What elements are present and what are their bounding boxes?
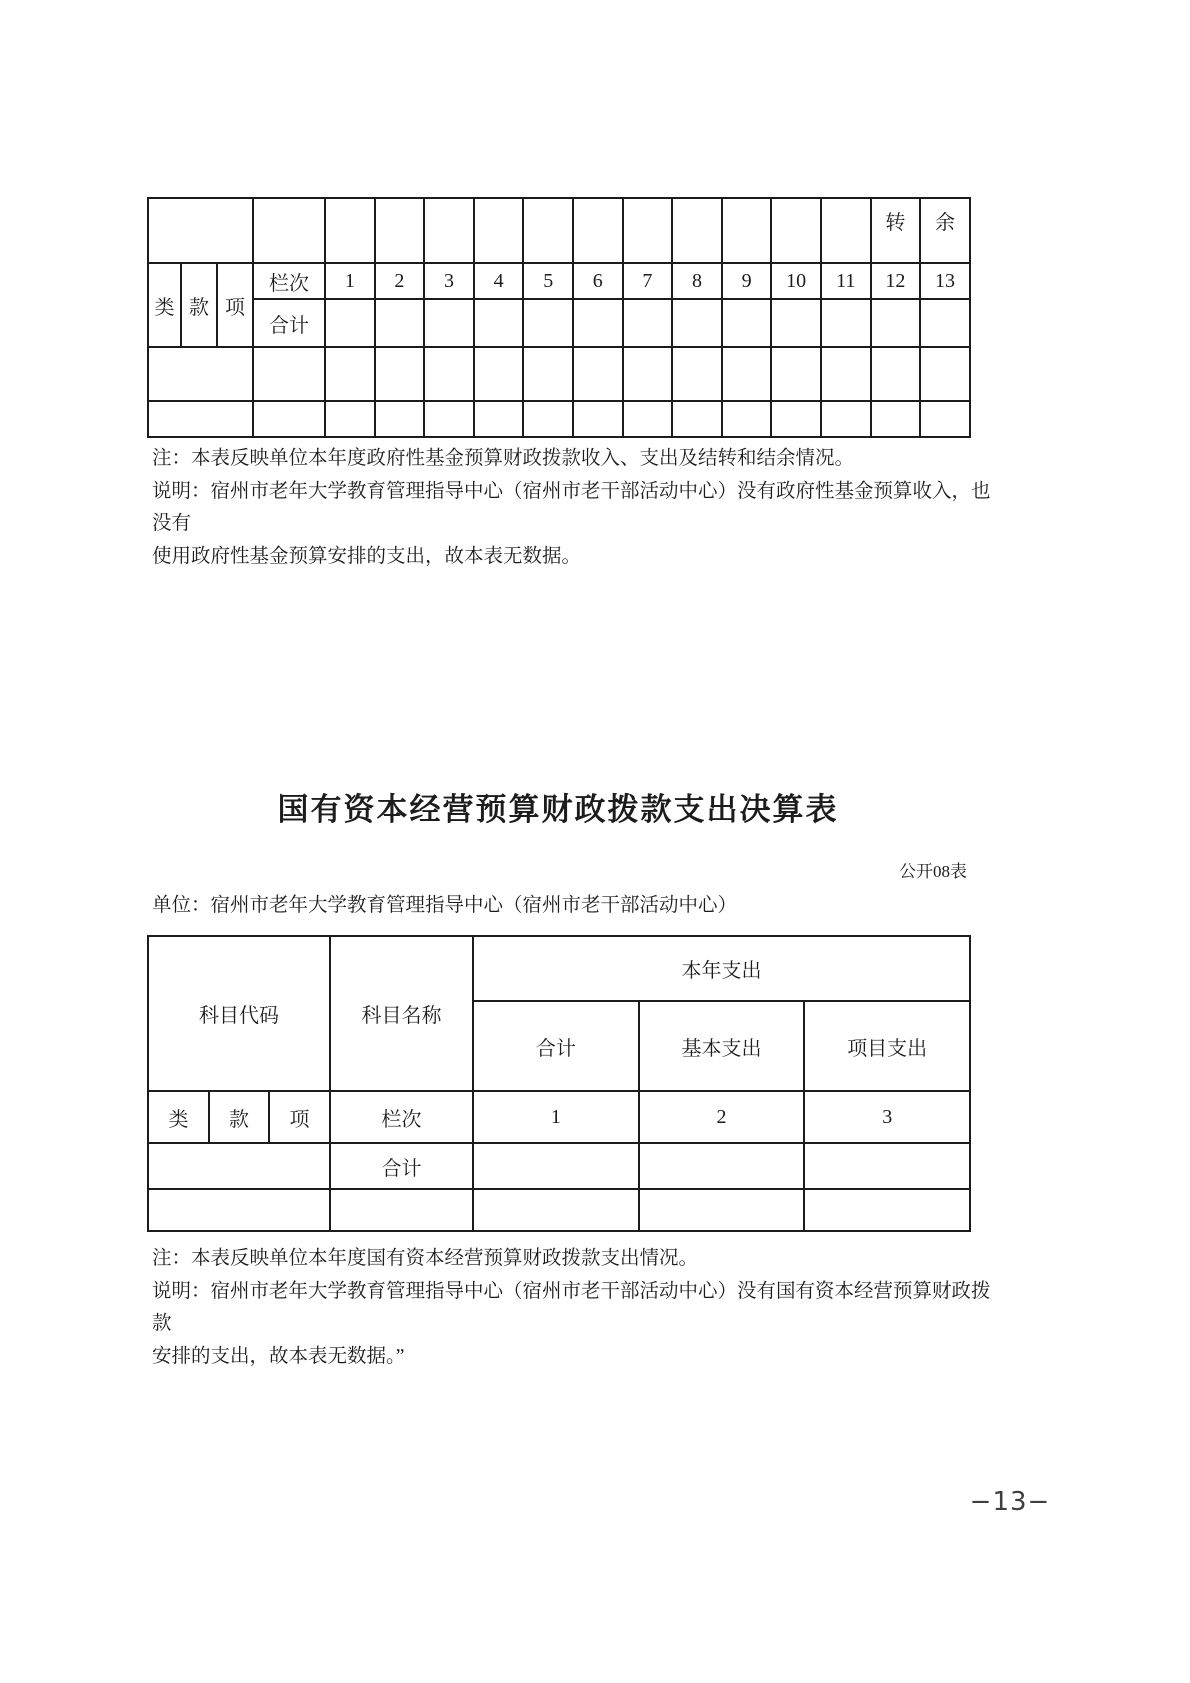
unit-name-line: 单位：宿州市老年大学教育管理指导中心（宿州市老干部活动中心） bbox=[152, 895, 738, 916]
column-number-cell: 3 bbox=[804, 1091, 970, 1143]
code-header-xiang: 项 bbox=[269, 1091, 330, 1143]
subject-code-header: 科目代码 bbox=[148, 936, 330, 1091]
column-number-cell: 10 bbox=[771, 263, 821, 299]
empty-cell bbox=[623, 401, 673, 437]
empty-cell bbox=[375, 198, 425, 263]
empty-cell bbox=[623, 299, 673, 347]
total-label-cell: 合计 bbox=[330, 1143, 473, 1189]
column-number-cell: 2 bbox=[639, 1091, 805, 1143]
empty-cell bbox=[821, 299, 871, 347]
empty-cell bbox=[871, 299, 921, 347]
capital-explanation-line2: 安排的支出，故本表无数据。” bbox=[152, 1345, 405, 1367]
column-number-cell: 6 bbox=[573, 263, 623, 299]
empty-cell bbox=[253, 198, 325, 263]
empty-cell bbox=[573, 299, 623, 347]
empty-cell bbox=[148, 1143, 330, 1189]
government-fund-table bbox=[147, 197, 971, 438]
code-header-kuan: 款 bbox=[209, 1091, 269, 1143]
empty-cell bbox=[573, 347, 623, 401]
empty-cell bbox=[920, 347, 970, 401]
column-number-cell: 3 bbox=[424, 263, 474, 299]
capital-table-notes bbox=[152, 1243, 997, 1373]
column-number-cell: 9 bbox=[722, 263, 772, 299]
fund-explanation-line2: 使用政府性基金预算安排的支出，故本表无数据。 bbox=[152, 545, 582, 567]
lanci-label-cell: 栏次 bbox=[253, 263, 325, 299]
empty-cell bbox=[821, 347, 871, 401]
empty-cell bbox=[920, 401, 970, 437]
empty-cell bbox=[821, 198, 871, 263]
empty-cell bbox=[523, 347, 573, 401]
capital-note-line: 注：本表反映单位本年度国有资本经营预算财政拨款支出情况。 bbox=[152, 1248, 699, 1269]
empty-cell bbox=[771, 299, 821, 347]
empty-cell bbox=[523, 299, 573, 347]
empty-cell bbox=[375, 401, 425, 437]
empty-cell bbox=[672, 299, 722, 347]
fund-explanation-line1: 说明：宿州市老年大学教育管理指导中心（宿州市老干部活动中心）没有政府性基金预算收入，也没有 bbox=[152, 480, 991, 534]
state-capital-expense-table bbox=[147, 935, 971, 1232]
empty-cell bbox=[424, 299, 474, 347]
empty-cell bbox=[722, 299, 772, 347]
empty-cell bbox=[623, 198, 673, 263]
empty-cell bbox=[253, 401, 325, 437]
total-label-cell: 合计 bbox=[253, 299, 325, 347]
empty-cell bbox=[148, 198, 253, 263]
empty-cell bbox=[473, 1143, 639, 1189]
empty-cell bbox=[771, 347, 821, 401]
column-number-cell: 11 bbox=[821, 263, 871, 299]
subheader-total: 合计 bbox=[473, 1001, 639, 1091]
empty-cell bbox=[474, 299, 524, 347]
capital-explanation-line1: 说明：宿州市老年大学教育管理指导中心（宿州市老干部活动中心）没有国有资本经营预算财政拨款 bbox=[152, 1280, 991, 1334]
empty-cell bbox=[148, 347, 253, 401]
subject-name-header: 科目名称 bbox=[330, 936, 473, 1091]
code-header-lei: 类 bbox=[148, 263, 181, 347]
empty-data-row bbox=[148, 401, 970, 437]
empty-cell bbox=[771, 401, 821, 437]
column-number-cell: 13 bbox=[920, 263, 970, 299]
subheader-basic-expense: 基本支出 bbox=[639, 1001, 805, 1091]
total-row bbox=[148, 299, 970, 347]
column-number-cell: 4 bbox=[474, 263, 524, 299]
empty-cell bbox=[804, 1189, 970, 1231]
empty-cell bbox=[325, 401, 375, 437]
empty-cell bbox=[523, 198, 573, 263]
empty-cell bbox=[474, 401, 524, 437]
column-number-cell: 1 bbox=[473, 1091, 639, 1143]
empty-cell bbox=[148, 1189, 330, 1231]
empty-cell bbox=[473, 1189, 639, 1231]
column-number-cell: 1 bbox=[325, 263, 375, 299]
column-index-row bbox=[148, 1091, 970, 1143]
empty-cell bbox=[871, 401, 921, 437]
empty-cell bbox=[722, 347, 772, 401]
code-header-lei: 类 bbox=[148, 1091, 209, 1143]
balance-remnant-cell: 余 bbox=[920, 198, 970, 263]
empty-cell bbox=[325, 299, 375, 347]
page-title: 国有资本经营预算财政拨款支出决算表 bbox=[277, 792, 839, 827]
column-index-row bbox=[148, 263, 970, 299]
column-number-cell: 8 bbox=[672, 263, 722, 299]
empty-cell bbox=[375, 347, 425, 401]
column-number-cell: 7 bbox=[623, 263, 673, 299]
subheader-project-expense: 项目支出 bbox=[804, 1001, 970, 1091]
code-header-kuan: 款 bbox=[181, 263, 217, 347]
empty-cell bbox=[424, 401, 474, 437]
empty-cell bbox=[871, 347, 921, 401]
current-year-expense-header: 本年支出 bbox=[473, 936, 970, 1001]
empty-cell bbox=[722, 401, 772, 437]
carry-remnant-cell: 转 bbox=[871, 198, 921, 263]
empty-cell bbox=[573, 401, 623, 437]
empty-cell bbox=[639, 1189, 805, 1231]
empty-cell bbox=[523, 401, 573, 437]
empty-cell bbox=[474, 347, 524, 401]
column-number-cell: 2 bbox=[375, 263, 425, 299]
column-number-cell: 5 bbox=[523, 263, 573, 299]
empty-cell bbox=[573, 198, 623, 263]
fund-note-line: 注：本表反映单位本年度政府性基金预算财政拨款收入、支出及结转和结余情况。 bbox=[152, 448, 855, 469]
empty-cell bbox=[771, 198, 821, 263]
empty-cell bbox=[474, 198, 524, 263]
empty-cell bbox=[375, 299, 425, 347]
empty-cell bbox=[722, 198, 772, 263]
empty-cell bbox=[253, 347, 325, 401]
total-row bbox=[148, 1143, 970, 1189]
empty-cell bbox=[623, 347, 673, 401]
empty-cell bbox=[804, 1143, 970, 1189]
empty-data-row bbox=[148, 1189, 970, 1231]
empty-cell bbox=[424, 198, 474, 263]
lanci-label-cell: 栏次 bbox=[330, 1091, 473, 1143]
empty-cell bbox=[424, 347, 474, 401]
empty-cell bbox=[639, 1143, 805, 1189]
empty-cell bbox=[672, 198, 722, 263]
empty-cell bbox=[325, 347, 375, 401]
empty-cell bbox=[148, 401, 253, 437]
empty-cell bbox=[821, 401, 871, 437]
empty-cell bbox=[330, 1189, 473, 1231]
page-number: −13− bbox=[969, 1487, 1051, 1517]
header-remnant-row bbox=[148, 198, 970, 263]
code-header-xiang: 项 bbox=[217, 263, 253, 347]
empty-cell bbox=[325, 198, 375, 263]
empty-cell bbox=[672, 347, 722, 401]
empty-data-row bbox=[148, 347, 970, 401]
empty-cell bbox=[672, 401, 722, 437]
fund-table-notes bbox=[152, 443, 997, 573]
header-row-top bbox=[148, 936, 970, 1001]
empty-cell bbox=[920, 299, 970, 347]
table-code-label: 公开08表 bbox=[899, 862, 967, 881]
column-number-cell: 12 bbox=[871, 263, 921, 299]
